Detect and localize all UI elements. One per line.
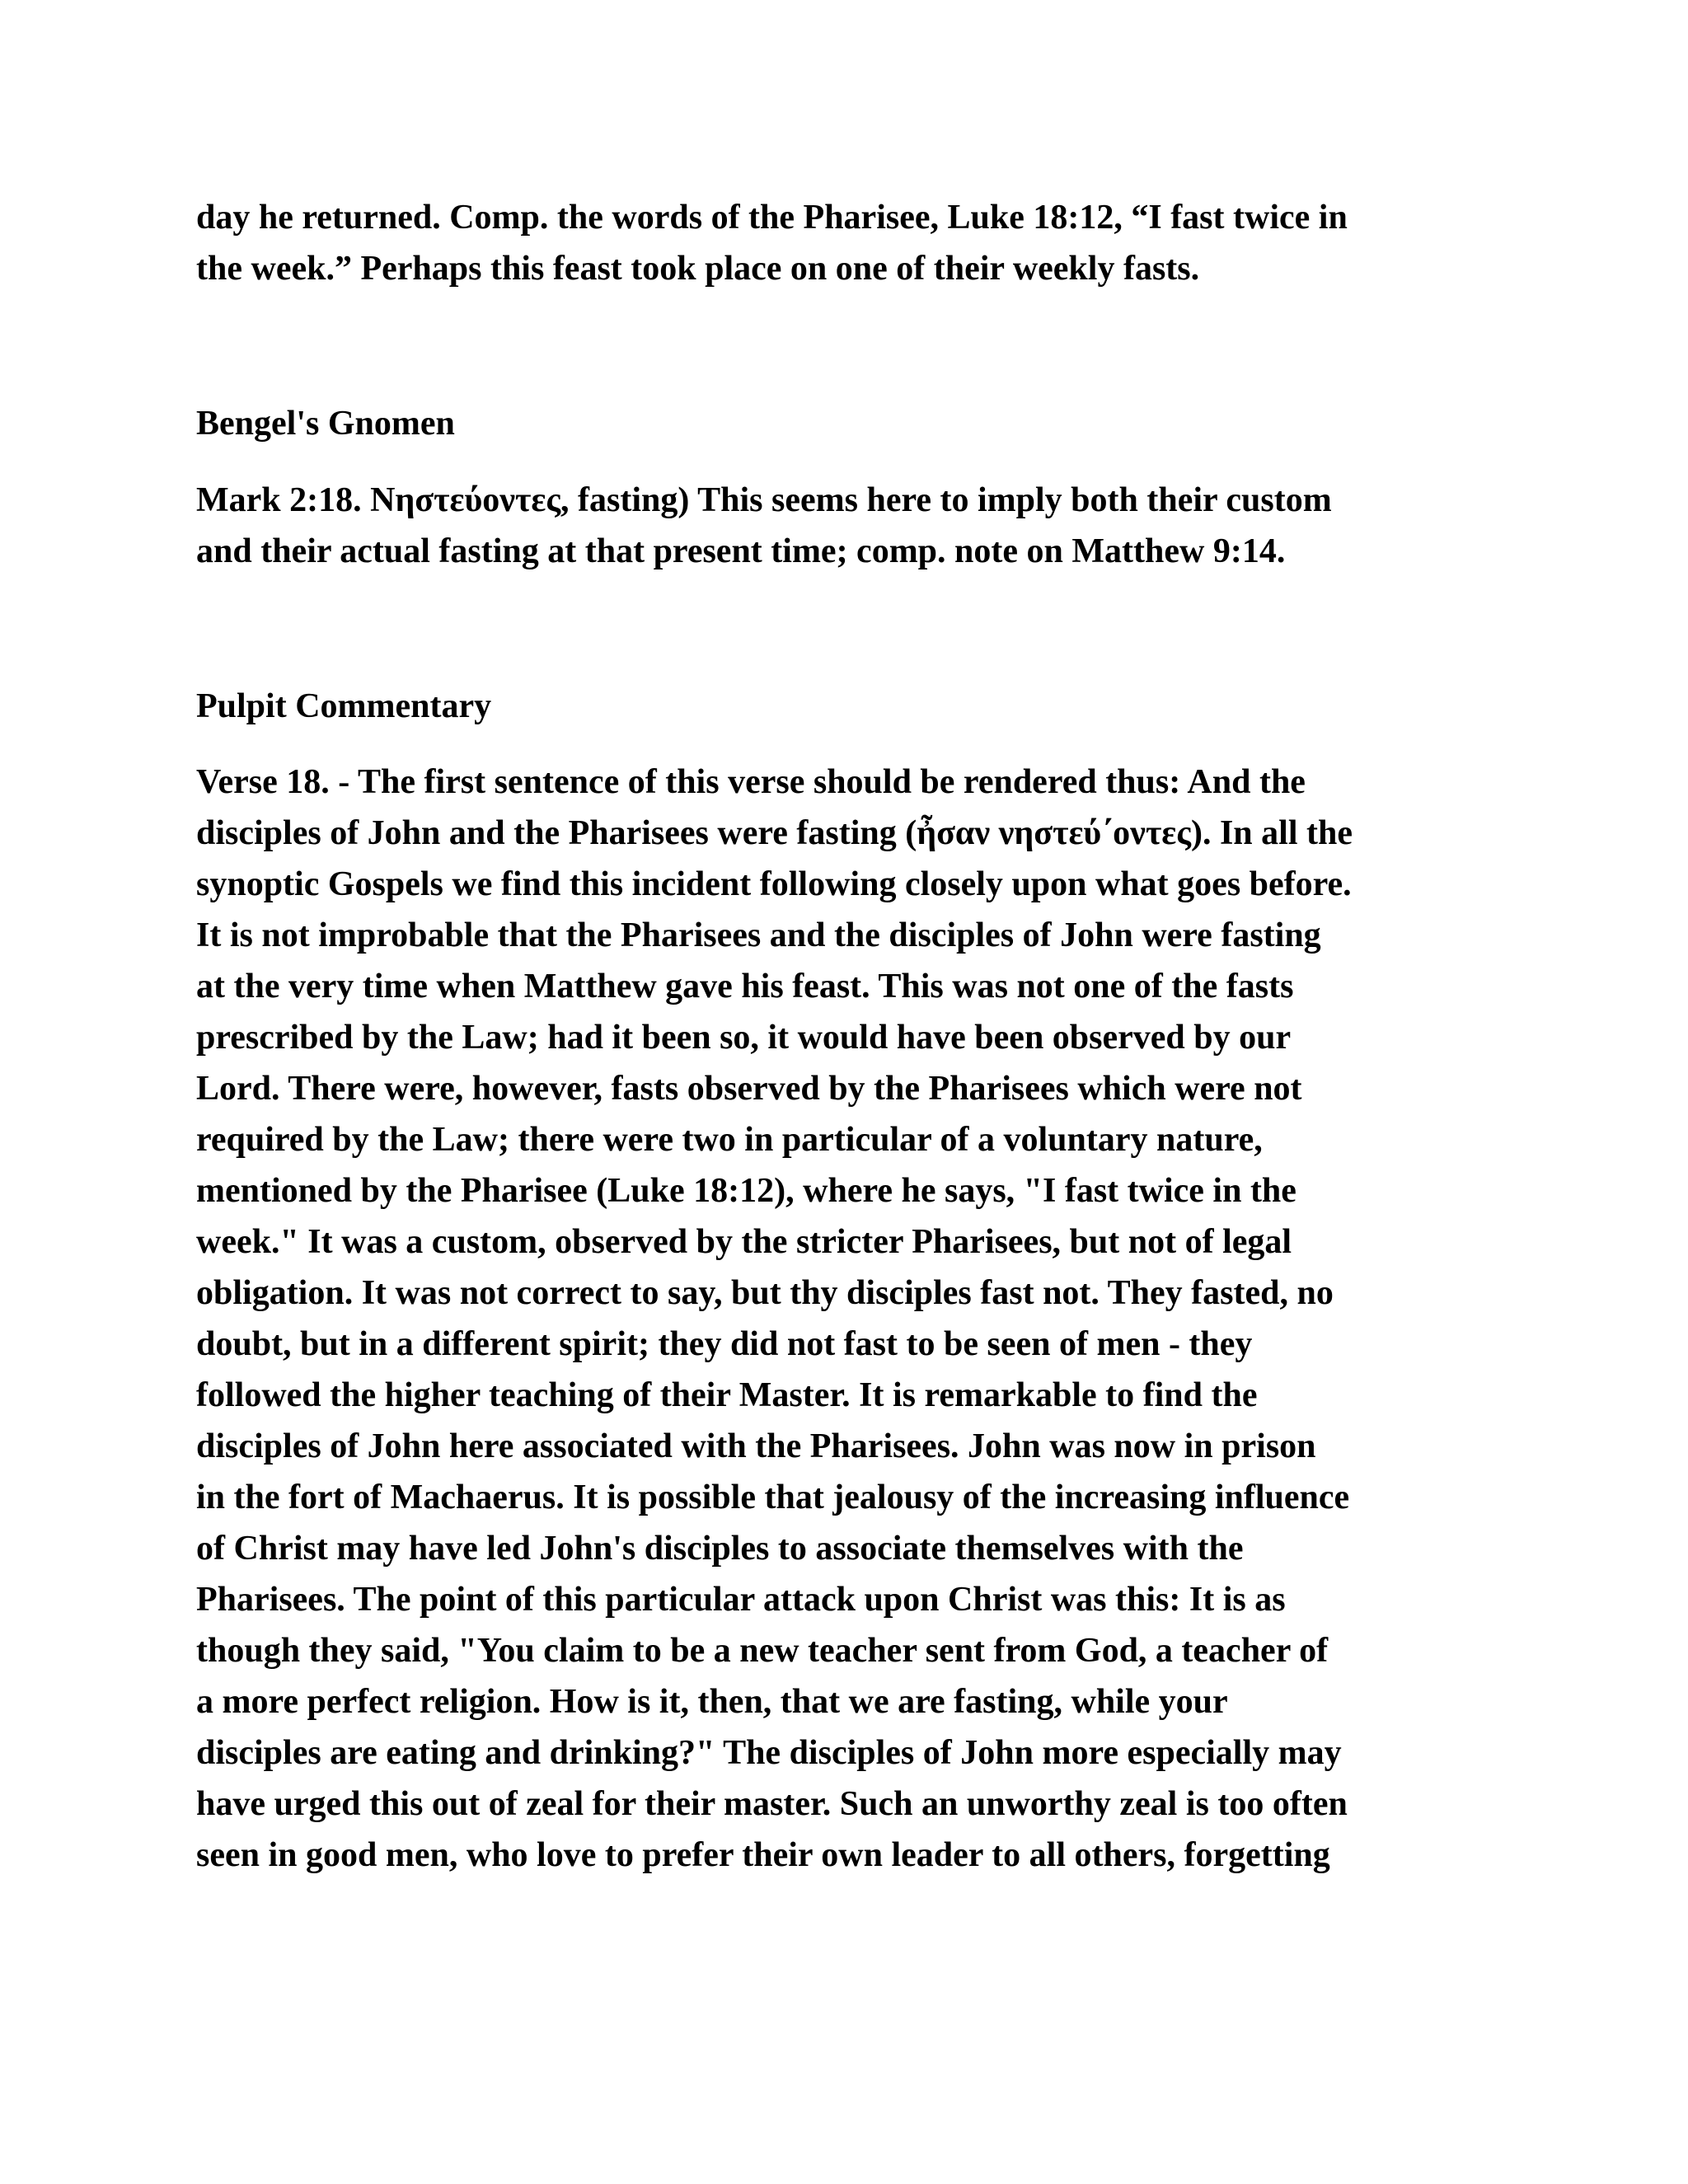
- text-line: in the fort of Machaerus. It is possible that jealousy of the increasing influence: [196, 1479, 1350, 1516]
- continuation-paragraph: [196, 192, 1515, 294]
- text-line: and their actual fasting at that present time; comp. note on Matthew 9:14.: [196, 532, 1286, 570]
- bengel-paragraph: [196, 475, 1515, 577]
- text-line: have urged this out of zeal for their master. Such an unworthy zeal is too often: [196, 1785, 1348, 1823]
- text-line: required by the Law; there were two in particular of a voluntary nature,: [196, 1121, 1263, 1159]
- text-line: though they said, "You claim to be a new teacher sent from God, a teacher of: [196, 1632, 1329, 1670]
- text-line: disciples of John and the Pharisees were fasting (ἦσαν νηστεύ΄οντες). In all the: [196, 814, 1353, 852]
- text-line: It is not improbable that the Pharisees and the disciples of John were fasting: [196, 916, 1321, 954]
- section-heading-bengel: [196, 398, 1515, 449]
- text-line: prescribed by the Law; had it been so, it would have been observed by our: [196, 1019, 1292, 1057]
- section-heading-pulpit: [196, 681, 1515, 732]
- text-line: at the very time when Matthew gave his feast. This was not one of the fasts: [196, 968, 1294, 1005]
- text-line: day he returned. Comp. the words of the Pharisee, Luke 18:12, “I fast twice in: [196, 199, 1348, 237]
- text-line: disciples are eating and drinking?" The disciples of John more especially may: [196, 1734, 1342, 1772]
- text-line: a more perfect religion. How is it, then, that we are fasting, while your: [196, 1683, 1228, 1721]
- heading-text: Bengel's Gnomen: [196, 405, 455, 443]
- text-line: week." It was a custom, observed by the stricter Pharisees, but not of legal: [196, 1223, 1292, 1261]
- text-line: mentioned by the Pharisee (Luke 18:12), where he says, "I fast twice in the: [196, 1172, 1296, 1210]
- text-line: doubt, but in a different spirit; they did not fast to be seen of men - they: [196, 1325, 1253, 1363]
- text-line: Verse 18. - The first sentence of this verse should be rendered thus: And the: [196, 763, 1306, 801]
- text-line: disciples of John here associated with the Pharisees. John was now in prison: [196, 1427, 1316, 1465]
- text-line: Mark 2:18. Νηστεύοντες, fasting) This seems here to imply both their custom: [196, 481, 1332, 519]
- text-line: the week.” Perhaps this feast took place on one of their weekly fasts.: [196, 250, 1200, 288]
- text-line: of Christ may have led John's disciples to associate themselves with the: [196, 1530, 1244, 1568]
- text-line: seen in good men, who love to prefer their own leader to all others, forgetting: [196, 1836, 1330, 1874]
- pulpit-paragraph: [196, 757, 1515, 1881]
- text-line: followed the higher teaching of their Master. It is remarkable to find the: [196, 1376, 1258, 1414]
- heading-text: Pulpit Commentary: [196, 687, 492, 725]
- text-line: synoptic Gospels we find this incident following closely upon what goes before.: [196, 865, 1352, 903]
- text-line: obligation. It was not correct to say, but thy disciples fast not. They fasted, no: [196, 1274, 1334, 1312]
- text-line: Pharisees. The point of this particular attack upon Christ was this: It is as: [196, 1581, 1286, 1619]
- text-line: Lord. There were, however, fasts observed by the Pharisees which were not: [196, 1070, 1302, 1108]
